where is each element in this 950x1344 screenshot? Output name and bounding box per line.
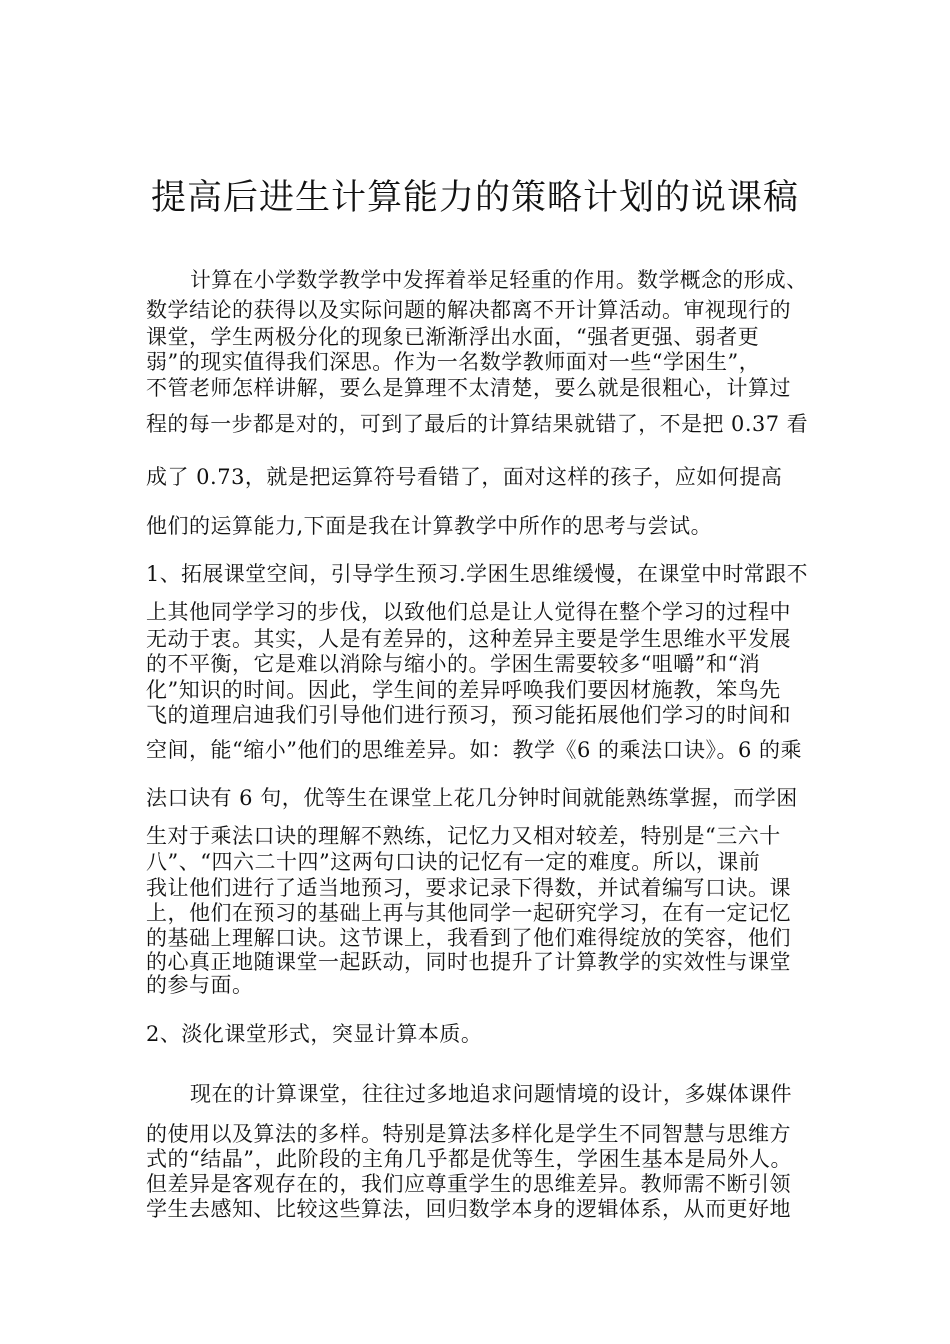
- section-heading-1: 1、拓展课堂空间，引导学生预习.学困生思维缓慢，在课堂中时常跟不: [146, 562, 809, 586]
- paragraph-line: 的参与面。: [146, 973, 254, 997]
- paragraph-line: 飞的道理启迪我们引导他们进行预习，预习能拓展他们学习的时间和: [146, 703, 791, 727]
- paragraph-line: 上，他们在预习的基础上再与其他同学一起研究学习，在有一定记忆: [146, 901, 791, 925]
- paragraph-line: 我让他们进行了适当地预习，要求记录下得数，并试着编写口诀。课: [146, 876, 791, 900]
- paragraph-line: 空间，能“缩小”他们的思维差异。如：教学《6 的乘法口诀》。6 的乘: [146, 738, 803, 762]
- paragraph-line: 弱”的现实值得我们深思。作为一名数学教师面对一些“学困生”，: [146, 350, 761, 374]
- paragraph-line: 成了 0.73，就是把运算符号看错了，面对这样的孩子，应如何提高: [146, 465, 783, 489]
- paragraph-line: 式的“结晶”，此阶段的主角几乎都是优等生，学困生基本是局外人。: [146, 1147, 792, 1171]
- paragraph-line: 数学结论的获得以及实际问题的解决都离不开计算活动。审视现行的: [146, 298, 791, 322]
- paragraph-line: 他们的运算能力,下面是我在计算教学中所作的思考与尝试。: [146, 514, 713, 538]
- section-heading-2: 2、淡化课堂形式，突显计算本质。: [146, 1022, 483, 1046]
- paragraph-line: 生对于乘法口诀的理解不熟练，记忆力又相对较差，特别是“三六十: [146, 824, 781, 848]
- paragraph-line: 的基础上理解口诀。这节课上，我看到了他们难得绽放的笑容，他们: [146, 926, 791, 950]
- paragraph-line: 的心真正地随课堂一起跃动，同时也提升了计算教学的实效性与课堂: [146, 950, 791, 974]
- paragraph-line: 计算在小学数学教学中发挥着举足轻重的作用。数学概念的形成、: [190, 268, 808, 292]
- paragraph-line: 不管老师怎样讲解，要么是算理不太清楚，要么就是很粗心，计算过: [146, 376, 791, 400]
- page-title: 提高后进生计算能力的策略计划的说课稿: [150, 178, 799, 218]
- paragraph-line: 化”知识的时间。因此，学生间的差异呼唤我们要因材施教，笨鸟先: [146, 678, 781, 702]
- paragraph-line: 的不平衡，它是难以消除与缩小的。学困生需要较多“咀嚼”和“消: [146, 652, 761, 676]
- paragraph-line: 无动于衷。其实，人是有差异的，这种差异主要是学生思维水平发展: [146, 627, 791, 651]
- paragraph-line: 但差异是客观存在的，我们应尊重学生的思维差异。教师需不断引领: [146, 1172, 791, 1196]
- paragraph-line: 学生去感知、比较这些算法，回归数学本身的逻辑体系，从而更好地: [146, 1197, 791, 1221]
- paragraph-line: 上其他同学学习的步伐，以致他们总是让人觉得在整个学习的过程中: [146, 600, 791, 624]
- paragraph-line: 程的每一步都是对的，可到了最后的计算结果就错了，不是把 0.37 看: [146, 412, 809, 436]
- paragraph-line: 法口诀有 6 句，优等生在课堂上花几分钟时间就能熟练掌握，而学困: [146, 786, 798, 810]
- paragraph-line: 的使用以及算法的多样。特别是算法多样化是学生不同智慧与思维方: [146, 1122, 791, 1146]
- paragraph-line: 现在的计算课堂，往往过多地追求问题情境的设计，多媒体课件: [190, 1082, 792, 1106]
- paragraph-line: 八”、“四六二十四”这两句口诀的记忆有一定的难度。所以，课前: [146, 850, 761, 874]
- paragraph-line: 课堂，学生两极分化的现象已渐渐浮出水面，“强者更强、弱者更: [146, 325, 760, 349]
